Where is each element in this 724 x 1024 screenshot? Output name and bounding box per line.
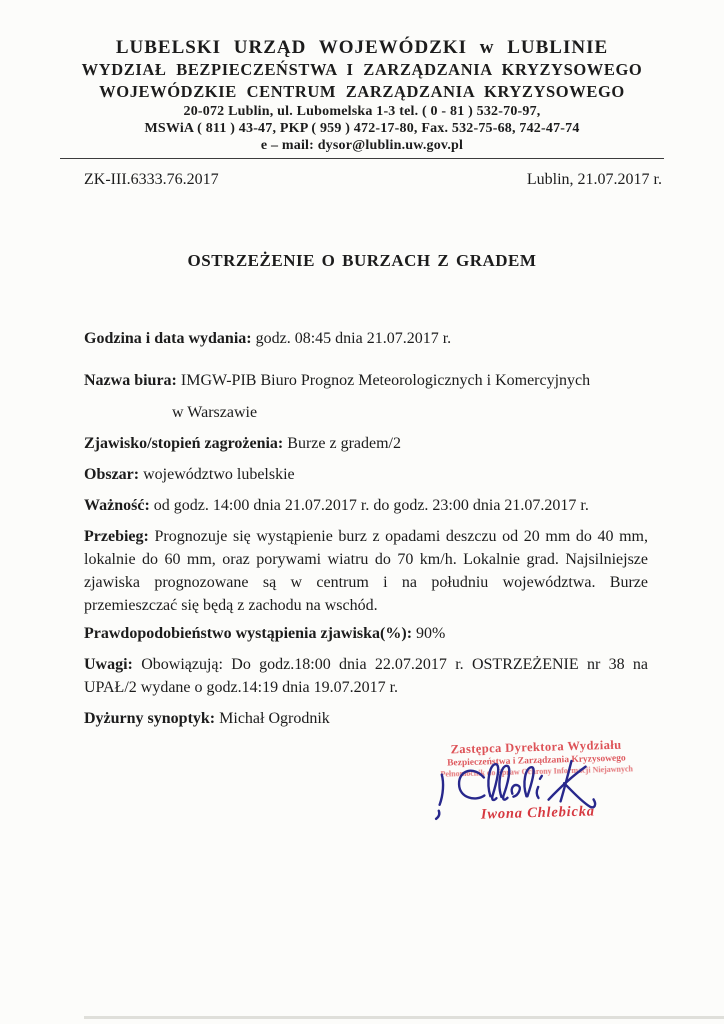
field-forecaster bbox=[84, 707, 648, 730]
field-value: IMGW-PIB Biuro Prognoz Meteorologicznych i Komercyjnych bbox=[180, 372, 591, 389]
field-issue-datetime bbox=[84, 327, 648, 350]
field-phenomenon bbox=[84, 432, 648, 455]
field-label: Ważność: bbox=[84, 497, 150, 514]
stamp-department-line: Bezpieczeństwa i Zarządzania Kryzysowego bbox=[447, 753, 626, 769]
reference-row bbox=[0, 159, 724, 190]
document-body bbox=[0, 271, 724, 730]
field-area bbox=[84, 463, 648, 486]
field-label: Uwagi: bbox=[84, 656, 133, 673]
phone-fax-line: MSWiA ( 811 ) 43-47, PKP ( 959 ) 472-17-80, Fax. 532-75-68, 742-47-74 bbox=[144, 121, 580, 136]
field-label: Obszar: bbox=[84, 466, 140, 483]
stamp-title-line: Zastępca Dyrektora Wydziału bbox=[450, 737, 622, 757]
field-office bbox=[84, 369, 648, 424]
field-label: Zjawisko/stopień zagrożenia: bbox=[84, 435, 284, 452]
field-course bbox=[84, 525, 648, 617]
field-label: Prawdopodobieństwo wystąpienia zjawiska(%): bbox=[84, 625, 413, 642]
field-value: 90% bbox=[416, 625, 446, 642]
field-value: Michał Ogrodnik bbox=[219, 710, 330, 727]
field-value: Burze z gradem/2 bbox=[287, 435, 401, 452]
center-name: WOJEWÓDZKIE CENTRUM ZARZĄDZANIA KRYZYSOWEGO bbox=[99, 82, 625, 101]
field-value: województwo lubelskie bbox=[143, 466, 295, 483]
field-label: Dyżurny synoptyk: bbox=[84, 710, 216, 727]
field-value: od godz. 14:00 dnia 21.07.2017 r. do godz. 23:00 dnia 21.07.2017 r. bbox=[153, 497, 589, 514]
field-value: Prognozuje się wystąpienie burz z opadami deszczu od 20 mm do 40 mm, lokalnie do 60 mm, oraz porywami wiatru do 70 km/h. Lokalnie grad. Najsilniejsze zjawiska prognozowane są w centrum i na południu województwa. Burze przemieszczać się będą z zachodu na wschód. bbox=[84, 528, 649, 614]
field-validity bbox=[84, 494, 648, 517]
letterhead bbox=[0, 0, 724, 154]
field-probability bbox=[84, 622, 648, 645]
field-label: Nazwa biura: bbox=[84, 372, 177, 389]
official-stamp bbox=[397, 736, 677, 826]
handwritten-signature bbox=[425, 755, 637, 823]
office-name: LUBELSKI URZĄD WOJEWÓDZKI w LUBLINIE bbox=[115, 37, 609, 58]
department-name: WYDZIAŁ BEZPIECZEŃSTWA I ZARZĄDZANIA KRYZYSOWEGO bbox=[81, 60, 643, 79]
email-line: e – mail: dysor@lublin.uw.gov.pl bbox=[260, 138, 464, 153]
field-label: Przebieg: bbox=[84, 528, 149, 545]
field-value: godz. 08:45 dnia 21.07.2017 r. bbox=[255, 330, 452, 347]
place-and-date: Lublin, 21.07.2017 r. bbox=[526, 171, 662, 188]
address-phone-line: 20-072 Lublin, ul. Lubomelska 1-3 tel. ( 0 - 81 ) 532-70-97, bbox=[183, 104, 541, 119]
field-remarks bbox=[84, 653, 648, 699]
field-label: Godzina i data wydania: bbox=[84, 330, 252, 347]
stamp-role-line: Pełnomocnik do Spraw Ochrony Informacji Niejawnych bbox=[440, 764, 634, 779]
stamp-signed-name: Iwona Chlebicka bbox=[480, 803, 596, 823]
field-value-continuation: w Warszawie bbox=[172, 404, 258, 421]
field-value: Obowiązują: Do godz.18:00 dnia 22.07.2017 r. OSTRZEŻENIE nr 38 na UPAŁ/2 wydane o godz.14:19 dnia 19.07.2017 r. bbox=[84, 656, 649, 696]
document-title: OSTRZEŻENIE O BURZACH Z GRADEM bbox=[187, 251, 537, 270]
scan-edge-artifact bbox=[84, 1016, 724, 1019]
case-number: ZK-III.6333.76.2017 bbox=[84, 171, 219, 188]
